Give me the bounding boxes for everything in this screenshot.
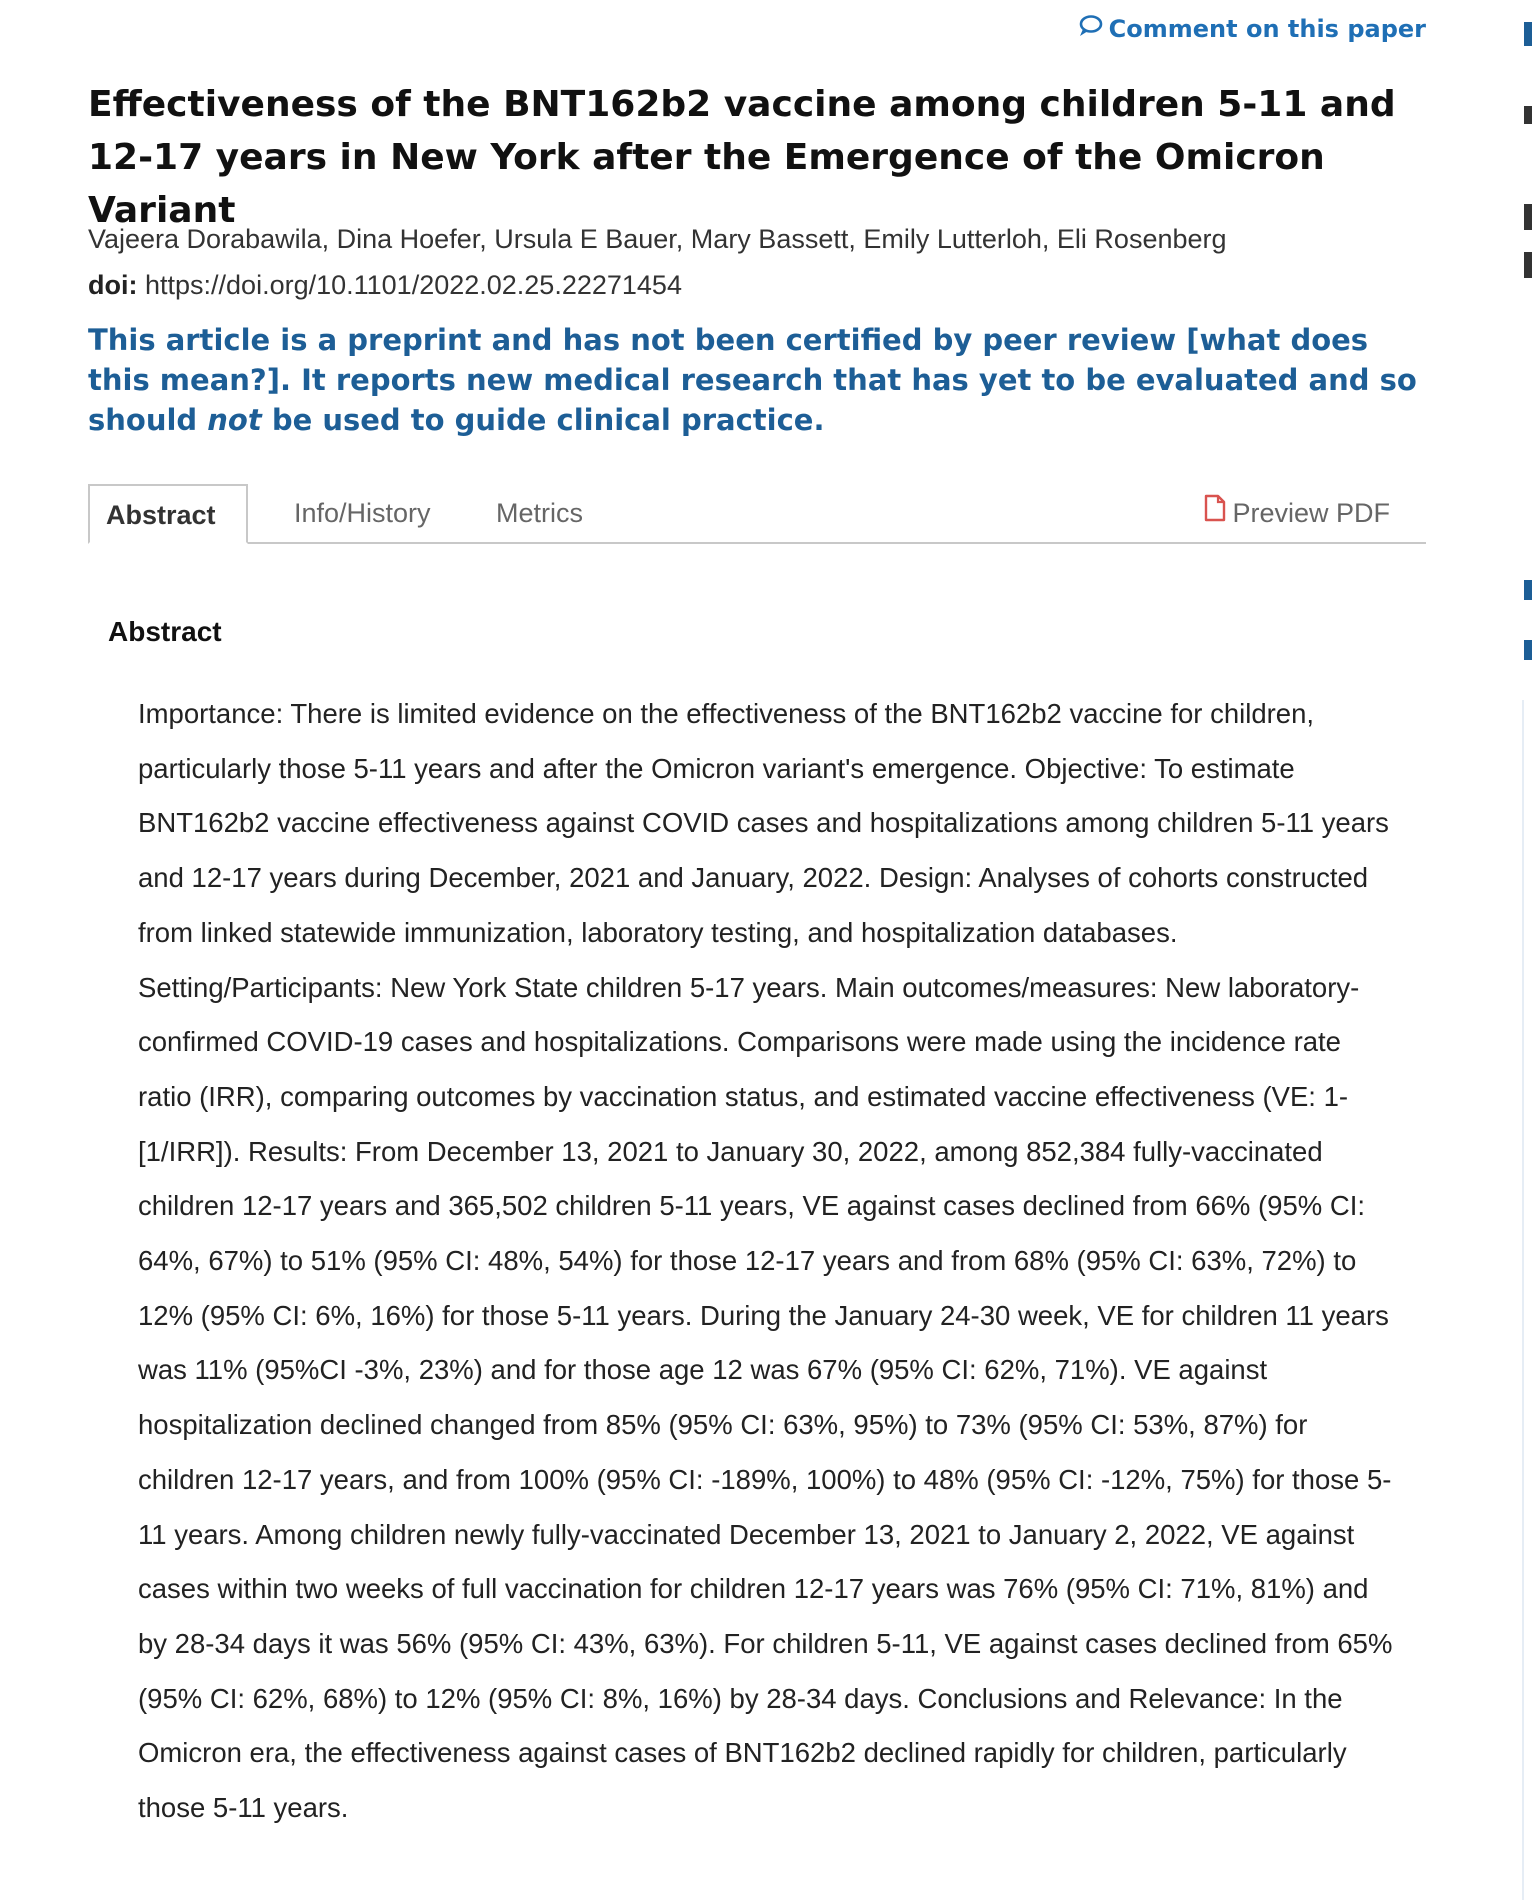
doi-label: doi: <box>88 270 138 300</box>
edge-fragment <box>1524 580 1532 600</box>
tab-metrics[interactable]: Metrics <box>496 498 583 528</box>
preview-pdf-label: Preview PDF <box>1232 498 1390 528</box>
notice-text-3: be used to guide clinical practice. <box>261 403 825 437</box>
comment-link-label: Comment on this paper <box>1108 15 1426 43</box>
preprint-notice <box>88 320 1438 440</box>
abstract-text: Importance: There is limited evidence on the effectiveness of the BNT162b2 vaccine for children, particularly those 5-11 years and after the Omicron variant's emergence. Objective: To estimate BNT162b2 vaccine effectiveness against COVID cases and hospitalizations among children 5-11 years and 12-17 years during December, 2021 and January, 2022. Design: Analyses of cohorts constructed from linked statewide immunization, laboratory testing, and hospitalization databases. Setting/Participants: New York State children 5-17 years. Main outcomes/measures: New laboratory-confirmed COVID-19 cases and hospitalizations. Comparisons were made using the incidence rate ratio (IRR), comparing outcomes by vaccination status, and estimated vaccine effectiveness (VE: 1-[1/IRR]). Results: From December 13, 2021 to January 30, 2022, among 852,384 fully-vaccinated children 12-17 years and 365,502 children 5-11 years, VE against cases declined from 66% (95% CI: 64%, 67%) to 51% (95% CI: 48%, 54%) for those 12-17 years and from 68% (95% CI: 63%, 72%) to 12% (95% CI: 6%, 16%) for those 5-11 years. During the January 24-30 week, VE for children 11 years was 11% (95%CI -3%, 23%) and for those age 12 was 67% (95% CI: 62%, 71%). VE against hospitalization declined changed from 85% (95% CI: 63%, 95%) to 73% (95% CI: 53%, 87%) for children 12-17 years, and from 100% (95% CI: -189%, 100%) to 48% (95% CI: -12%, 75%) for those 5-11 years. Among children newly fully-vaccinated December 13, 2021 to January 2, 2022, VE against cases within two weeks of full vaccination for children 12-17 years was 76% (95% CI: 71%, 81%) and by 28-34 days it was 56% (95% CI: 43%, 63%). For children 5-11, VE against cases declined from 65% (95% CI: 62%, 68%) to 12% (95% CI: 8%, 16%) by 28-34 days. Conclusions and Relevance: In the Omicron era, the effectiveness against cases of BNT162b2 declined rapidly for children, particularly those 5-11 years. <box>138 698 1393 1824</box>
article-title: Effectiveness of the BNT162b2 vaccine among children 5-11 and 12-17 years in New York after the Emergence of the Omicron Variant <box>88 84 1396 231</box>
edge-fragment <box>1524 22 1532 46</box>
abstract-heading: Abstract <box>108 616 222 647</box>
edge-fragment <box>1524 252 1532 278</box>
right-column-divider <box>1522 700 1524 1900</box>
edge-fragment <box>1524 204 1532 230</box>
pdf-file-icon <box>1204 484 1226 542</box>
comment-on-paper-link[interactable] <box>1077 14 1426 44</box>
notice-emphasis: not <box>207 403 262 437</box>
edge-fragment <box>1524 106 1532 124</box>
edge-fragment <box>1524 640 1532 660</box>
article-tabs <box>88 484 1426 544</box>
tab-info-history[interactable]: Info/History <box>294 498 431 528</box>
author-list: Vajeera Dorabawila, Dina Hoefer, Ursula E Bauer, Mary Bassett, Emily Lutterloh, Eli Rosenberg <box>88 224 1227 254</box>
doi-link[interactable]: https://doi.org/10.1101/2022.02.25.22271454 <box>145 270 682 300</box>
notice-text-1: This article is a preprint and has not been certified by peer review <box>88 323 1187 357</box>
speech-bubble-icon <box>1077 14 1103 44</box>
tab-abstract[interactable]: Abstract <box>88 484 248 544</box>
notice-text-2: . It reports new medical research that has yet to be evaluated and so should <box>88 363 1417 437</box>
doi-line <box>88 270 682 301</box>
what-does-this-mean-link[interactable]: [what does this mean?] <box>88 323 1369 397</box>
tab-preview-pdf[interactable] <box>1204 484 1390 542</box>
